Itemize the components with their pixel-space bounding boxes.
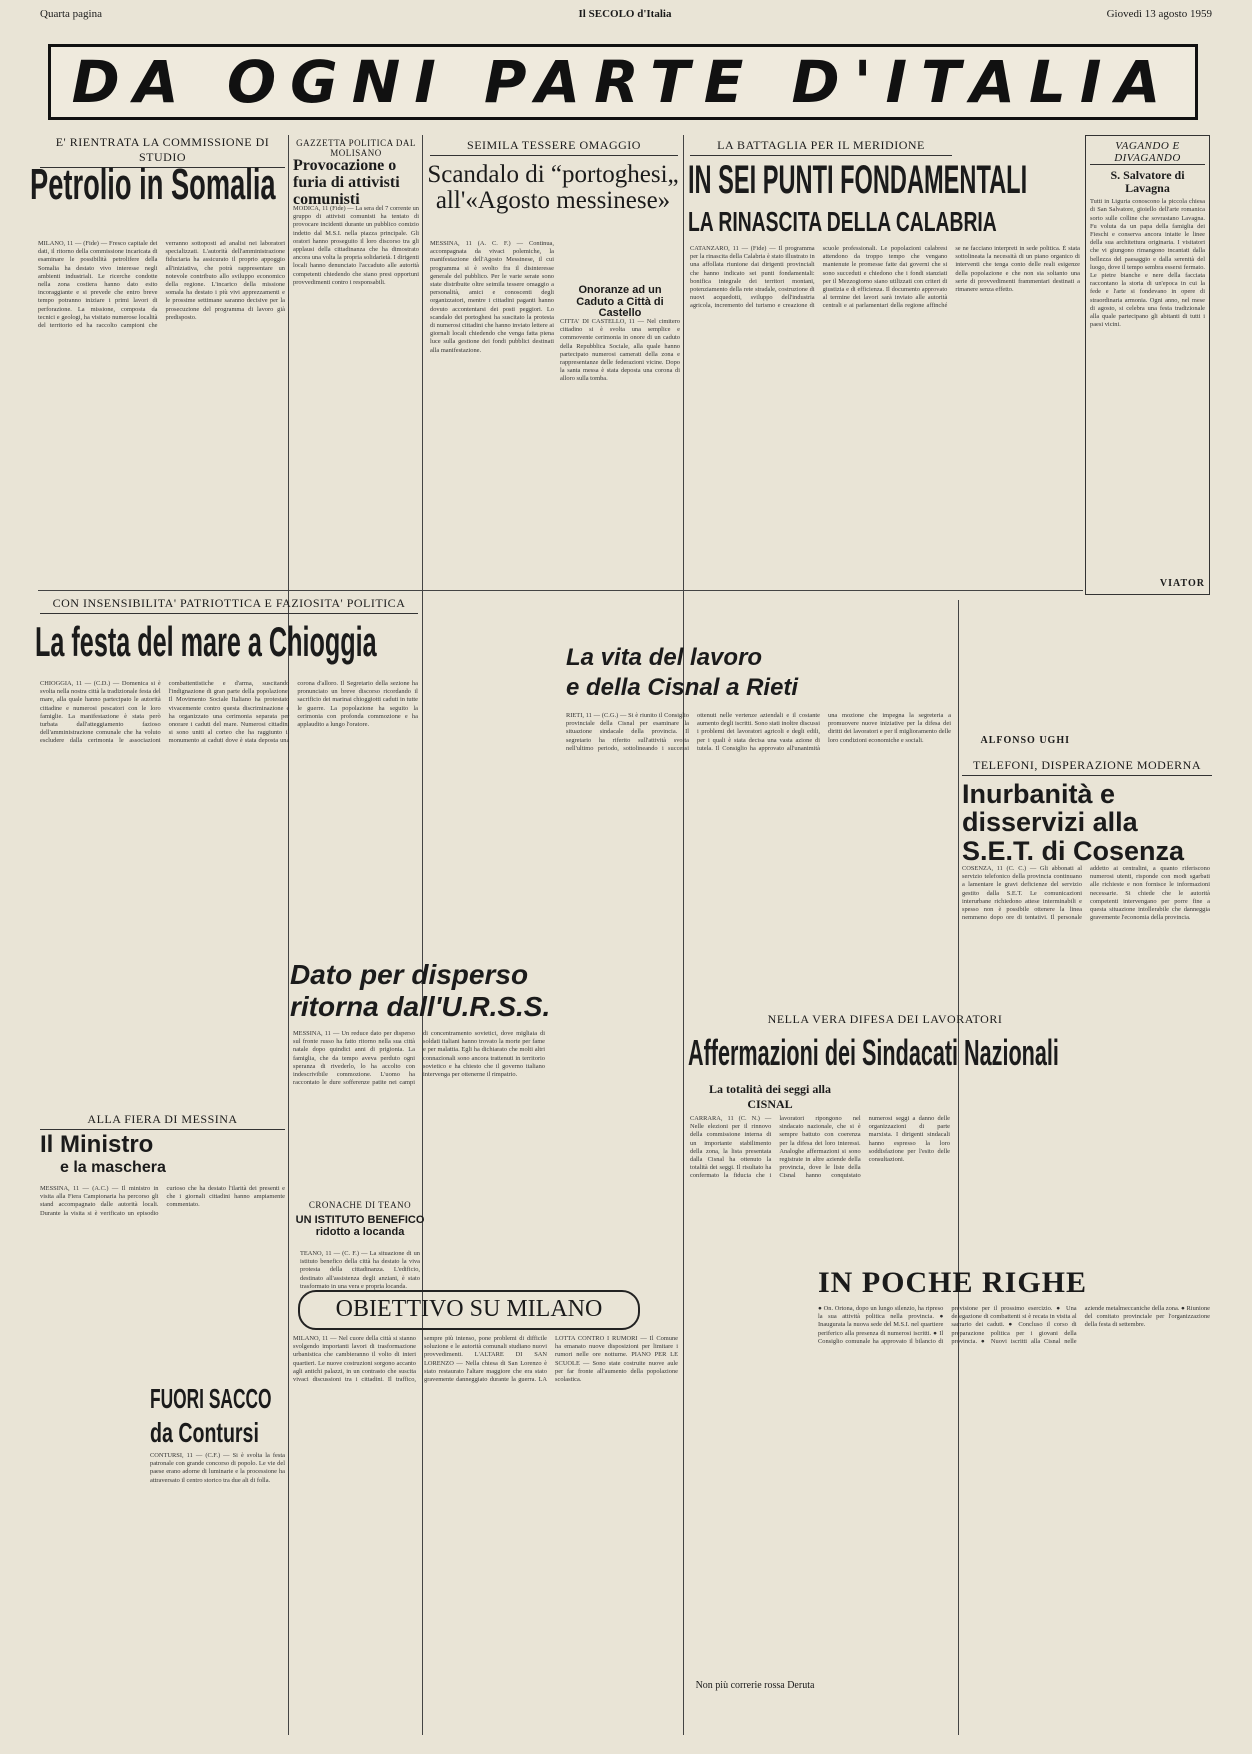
sindacati-body: CARRARA, 11 (C. N.) — Nelle elezioni per il rinnovo della commissione interna di un importante stabilimento della zona, la lista presentata dalla Cisnal ha ottenuto la totalità dei seggi. Il risultato ha confermato la fiducia che i lavoratori ripongono nel sindacato nazionale, che si è sempre battuto con coerenza per la difesa dei loro interessi. Analoghe affermazioni si sono registrate in altre aziende della provincia, dove le liste della Cisnal hanno conquistato numerosi seggi a danno delle organizzazioni di parte marxista. I dirigenti sindacali hanno espresso la loro soddisfazione per l'esito delle consultazioni.: [690, 1115, 950, 1180]
vagando-box: [1085, 135, 1210, 595]
section-banner: [48, 44, 1198, 120]
petrolio-kicker: E' RIENTRATA LA COMMISSIONE DI STUDIO: [40, 135, 285, 168]
meridione-kicker: LA BATTAGLIA PER IL MERIDIONE: [690, 138, 952, 156]
chioggia-headline-box: [35, 618, 425, 676]
scandalo-headline: Scandalo di “portoghesi„ all'«Agosto messinese»: [427, 161, 679, 215]
teano-body: TEANO, 11 — (C. F.) — La situazione di un istituto benefico della città ha destato la viva protesta della cittadinanza. L'edificio, destinato all'assistenza degli anziani, è stato trasformato in una vera e propria locanda.: [300, 1250, 420, 1290]
meridione-body: CATANZARO, 11 — (Fide) — Il programma per la rinascita della Calabria è stato illustrato in una affollata riunione dai dirigenti provinciali che hanno indicato sei punti fondamentali: bonifica integrale dei territori montani, potenziamento della rete stradale, costruzione di nuovi acquedotti, sviluppo dell'industria agricola, incremento del turismo e creazione di scuole professionali. Le popolazioni calabresi attendono da troppo tempo che vengano mantenute le promesse fatte dai governi che si sono succeduti e chiedono che i fondi stanziati per il Mezzogiorno siano utilizzati con criteri di giustizia e di efficienza. Il documento approvato al termine dei lavori sarà inviato alle autorità centrali e ai parlamentari della regione affinché se ne facciano interpreti in sede politica. È stata sottolineata la necessità di un piano organico di interventi che tenga conto delle reali esigenze della popolazione e che non sia soltanto una serie di provvedimenti frammentari destinati a rimanere senza effetto.: [690, 245, 1080, 310]
provocazione-kicker: GAZZETTA POLITICA DAL MOLISANO: [296, 138, 416, 158]
meridione-headline2-box: [688, 206, 1088, 242]
vagando-headline: S. Salvatore di Lavagna: [1110, 168, 1185, 195]
vagando-signature: VIATOR: [1159, 578, 1205, 590]
lavoro-headline2: e della Cisnal a Rieti: [566, 674, 799, 701]
fuori-headline2-box: [150, 1417, 285, 1451]
sindacati-headline-box: [688, 1032, 1088, 1078]
telefoni-body: COSENZA, 11 (C. C.) — Gli abbonati al servizio telefonico della provincia continuano a lamentare le gravi deficienze del servizio gestito dalla S.E.T. Le comunicazioni interurbane richiedono attese interminabili e spesso non è possibile ottenere la linea nemmeno dopo ore di tentativi. Il personale addetto ai centralini, a quanto riferiscono numerosi utenti, risponde con modi sgarbati alle richieste e non fornisce le informazioni necessarie. Si chiede che le autorità competenti intervengano per porre fine a questa situazione intollerabile che danneggia gravemente l'economia della provincia.: [962, 865, 1210, 922]
chioggia-headline: La festa del mare a Chioggia: [35, 618, 377, 665]
scandalo-body: MESSINA, 11 (A. C. F.) — Continua, accompagnata da vivaci polemiche, la manifestazione dell'Agosto Messinese, il cui programma si è svolto fra il disinteresse generale del pubblico. Per le varie serate sono state distribuite oltre seimila tessere omaggio a personalità, amici e conoscenti degli organizzatori, mentre i cittadini paganti hanno dovuto accontentarsi dei posti peggiori. Lo scandalo dei portoghesi ha suscitato la protesta di numerosi cittadini che hanno inviato lettere ai giornali locali chiedendo che venga fatta piena luce sulla gestione dei fondi pubblici destinati alla manifestazione.: [430, 240, 554, 354]
banner-title: DA OGNI PARTE D'ITALIA: [71, 48, 1175, 116]
lavoro-headline1: La vita del lavoro: [566, 644, 763, 671]
chioggia-body: CHIOGGIA, 11 — (C.D.) — Domenica si è svolta nella nostra città la tradizionale festa del mare, alla quale hanno partecipato le autorità cittadine e numerosi pescatori con le loro famiglie. La manifestazione è stata però turbata dall'atteggiamento fazioso dell'amministrazione comunale che ha voluto escludere dalla cerimonia le associazioni combattentistiche e d'arma, suscitando l'indignazione di gran parte della popolazione. Il Movimento Sociale Italiano ha protestato vivacemente contro questa discriminazione e ha organizzato una cerimonia separata per onorare i caduti del mare. Numerosi cittadini si sono uniti al corteo che ha raggiunto il monumento ai caduti dove è stata deposta una corona d'alloro. Il Segretario della sezione ha pronunciato un breve discorso ricordando il sacrificio dei marinai chioggiotti caduti in tutte le guerre. La popolazione ha seguito la cerimonia con profonda commozione e ha applaudito a lungo l'oratore.: [40, 680, 418, 745]
teano-kicker: CRONACHE DI TEANO: [308, 1200, 412, 1210]
obiettivo-title: OBIETTIVO SU MILANO: [335, 1296, 603, 1323]
provocazione-body: MODICA, 11 (Fide) — La sera del 7 corrente un gruppo di attivisti comunisti ha tentato di provocare incidenti durante un pubblico comizio indetto dal M.S.I. nella piazza principale. Gli oratori hanno proseguito il loro discorso tra gli applausi della cittadinanza che ha dimostrato ancora una volta la propria solidarietà. I dirigenti locali hanno denunciato l'accaduto alle autorità competenti chiedendo che siano presi opportuni provvedimenti contro i responsabili.: [293, 205, 419, 286]
section-rule: [38, 590, 1083, 591]
onoranze-body: CITTA' DI CASTELLO, 11 — Nel cimitero cittadino si è svolta una semplice e commovente cerimonia in onore di un caduto della Repubblica Sociale, alla quale hanno partecipato numerosi camerati della zona e rappresentanze delle federazioni vicine. Dopo la santa messa è stata deposta una corona di alloro sulla tomba.: [560, 318, 680, 383]
fuori-headline1-box: [150, 1383, 285, 1419]
vagando-byline: ALFONSO UGHI: [980, 735, 1070, 746]
dato-headline1: Dato per disperso: [290, 959, 529, 990]
obiettivo-title-box: [298, 1290, 640, 1330]
righe-headline: IN POCHE RIGHE: [818, 1266, 1088, 1299]
vagando-kicker: VAGANDO E DIVAGANDO: [1090, 140, 1205, 165]
folio-center: Il SECOLO d'Italia: [578, 8, 672, 20]
fuori-headline2: da Contursi: [150, 1417, 259, 1448]
provocazione-headline: Provocazione o furia di attivisti comunisti: [293, 157, 400, 208]
dato-headline2: ritorna dall'U.R.S.S.: [290, 991, 551, 1022]
petrolio-headline-box: [30, 160, 288, 235]
chioggia-kicker: CON INSENSIBILITA' PATRIOTTICA E FAZIOSITA' POLITICA: [40, 596, 418, 614]
vagando-body: Tutti in Liguria conoscono la piccola chiesa di San Salvatore, gioiello dell'arte romanica sorto sulle colline che sovrastano Lavagna. Fu voluta da un papa della famiglia dei Fieschi e conserva ancora intatte le linee della sua architettura originaria. I visitatori che vi giungono rimangono incantati dalla bellezza del paesaggio e dalla serenità del luogo, dove il tempo sembra essersi fermato. Le pietre bianche e nere della facciata raccontano la storia di un'epoca in cui la fede e l'arte si fondevano in opere di straordinaria armonia. Ogni anno, nel mese di agosto, si celebra una festa tradizionale alla quale partecipano gli abitanti di tutti i paesi vicini.: [1090, 198, 1205, 329]
obiettivo-subhead: Non più correrie rossa Deruta: [695, 1680, 815, 1691]
ministro-headline1: Il Ministro: [40, 1131, 154, 1158]
petrolio-body: MILANO, 11 — (Fide) — Fresco capitale dei dati, il ritorno della commissione incaricata di esaminare le possibilità petrolifere della Somalia ha destato vivo interesse negli ambienti industriali. Le ricerche condotte nella zona costiera hanno dato esito incoraggiante e si prevede che entro breve tempo potranno iniziare i primi lavori di perforazione. La missione, composta da tecnici e geologi, ha visitato numerose località del territorio ed ha raccolto campioni che verranno sottoposti ad analisi nei laboratori specializzati. L'autorità dell'amministrazione fiduciaria ha assicurato il proprio appoggio all'iniziativa, che potrà rappresentare un notevole contributo allo sviluppo economico della regione. L'incarico della missione somala ha destato i più vivi apprezzamenti e le prossime settimane saranno decisive per la prosecuzione del programma di lavoro già predisposto.: [38, 240, 285, 330]
telefoni-headline: Inurbanità e disservizi alla S.E.T. di Cosenza: [962, 779, 1185, 866]
folio-left: Quarta pagina: [40, 8, 102, 20]
dato-body: MESSINA, 11 — Un reduce dato per disperso sul fronte russo ha fatto ritorno nella sua città natale dopo quindici anni di prigionia. La famiglia, che da tempo aveva perduto ogni speranza di rivederlo, lo ha accolto con indescrivibile commozione. L'uomo ha raccontato le dure sofferenze patite nei campi di concentramento sovietici, dove migliaia di soldati italiani hanno trovato la morte per fame e per malattia. Egli ha dichiarato che molti altri connazionali sono ancora trattenuti in territorio sovietico e ha chiesto che il governo italiano intervenga per ottenerne il rimpatrio.: [293, 1030, 545, 1087]
ministro-body: MESSINA, 11 — (A.C.) — Il ministro in visita alla Fiera Campionaria ha percorso gli stand accompagnato dalle autorità locali. Durante la visita si è verificato un episodio curioso che ha destato l'ilarità dei presenti e che i giornali cittadini hanno ampiamente commentato.: [40, 1185, 285, 1217]
sindacati-kicker: NELLA VERA DIFESA DEI LAVORATORI: [767, 1012, 1003, 1026]
telefoni-kicker: TELEFONI, DISPERAZIONE MODERNA: [962, 758, 1212, 776]
fuori-headline1: FUORI SACCO: [150, 1383, 272, 1414]
teano-headline: UN ISTITUTO BENEFICO ridotto a locanda: [295, 1214, 425, 1238]
onoranze-headline: Onoranze ad un Caduto a Città di Castello: [576, 284, 664, 320]
righe-body: ● On. Ortona, dopo un lungo silenzio, ha ripreso la sua attività politica nella provincia. ● Inaugurata la nuova sede del M.S.I. nel quartiere periferico alla presenza di numerosi iscritti. ● Il Consiglio comunale ha approvato il bilancio di previsione per il prossimo esercizio. ● Una delegazione di combattenti si è recata in visita al sacrario dei caduti. ● Concluso il corso di preparazione politica per i giovani della provincia. ● Nuovi iscritti alla Cisnal nelle aziende metalmeccaniche della zona. ● Riunione del comitato provinciale per l'organizzazione della festa di settembre.: [818, 1305, 1210, 1345]
meridione-headline1-box: [688, 158, 1088, 208]
sindacati-dek: La totalità dei seggi alla CISNAL: [709, 1082, 831, 1111]
lavoro-body: RIETI, 11 — (C.G.) — Si è riunito il Consiglio provinciale della Cisnal per esaminare la situazione sindacale della provincia. Il segretario ha riferito sull'attività svolta nell'ultimo periodo, sottolineando i successi ottenuti nelle vertenze aziendali e il costante aumento degli iscritti. Sono stati inoltre discussi i problemi dei lavoratori agricoli e degli edili, per i quali è stata decisa una vasta azione di tutela. Il Consiglio ha approvato all'unanimità una mozione che impegna la segreteria a promuovere nuove iniziative per la difesa dei diritti dei lavoratori e per il miglioramento delle loro condizioni economiche e sociali.: [566, 712, 951, 752]
ministro-headline2: e la maschera: [60, 1159, 166, 1176]
scandalo-kicker: SEIMILA TESSERE OMAGGIO: [430, 138, 678, 156]
folio-right: Giovedì 13 agosto 1959: [1106, 8, 1212, 20]
obiettivo-body: MILANO, 11 — Nel cuore della città si stanno svolgendo importanti lavori di trasformazione urbanistica che cambieranno il volto di interi quartieri. Le nuove costruzioni sorgono accanto agli antichi palazzi, in un contrasto che suscita vivaci discussioni tra i cittadini. Il traffico, sempre più intenso, pone problemi di difficile soluzione e le autorità comunali studiano nuovi provvedimenti. L'ALTARE DI SAN LORENZO — Nella chiesa di San Lorenzo è stato restaurato l'altare maggiore che era stato gravemente danneggiato durante la guerra. LA LOTTA CONTRO I RUMORI — Il Comune ha emanato nuove disposizioni per limitare i rumori nelle ore notturne. PIANO PER LE SCUOLE — Sono state costruite nuove aule per far fronte all'aumento della popolazione scolastica.: [293, 1335, 678, 1384]
petrolio-headline: Petrolio in Somalia: [30, 160, 276, 209]
ministro-kicker: ALLA FIERA DI MESSINA: [40, 1112, 285, 1130]
fuori-body: CONTURSI, 11 — (C.F.) — Si è svolta la festa patronale con grande concorso di popolo. Le vie del paese erano adorne di luminarie e la processione ha attraversato il centro storico tra due ali di folla.: [150, 1452, 285, 1484]
meridione-headline2: LA RINASCITA DELLA CALABRIA: [688, 206, 997, 237]
meridione-headline1: IN SEI PUNTI FONDAMENTALI: [688, 158, 1028, 202]
sindacati-headline: Affermazioni dei Sindacati Nazionali: [688, 1032, 1059, 1073]
